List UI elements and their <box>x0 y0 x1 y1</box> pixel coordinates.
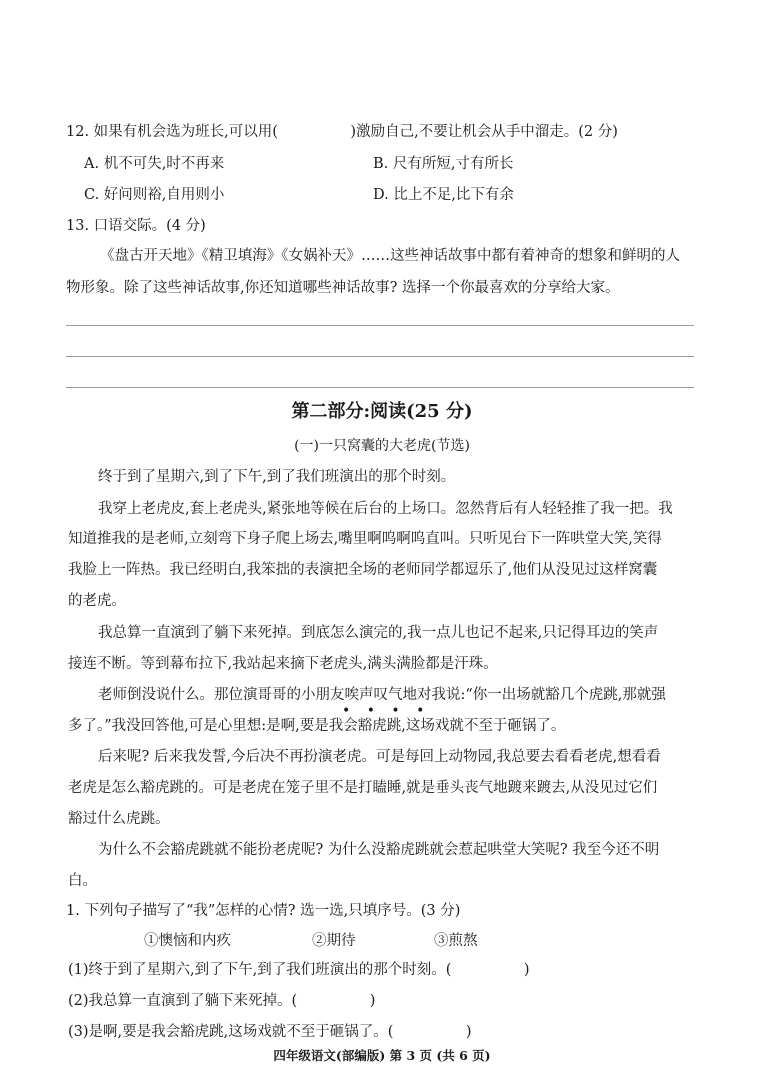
passage-line: 多了。”我没回答他,可是心里想:是啊,要是我会豁虎跳,这场戏就不至于砸锅了。 <box>68 718 566 734</box>
passage-line: 接连不断。等到幕布拉下,我站起来摘下老虎头,满头满脸都是汗珠。 <box>68 656 498 672</box>
q12-option-c: C. 好问则裕,自用则小 <box>84 187 225 203</box>
answer-line[interactable] <box>66 387 694 388</box>
q12-stem: 12. 如果有机会选为班长,可以用( )激励自己,不要让机会从手中溜走。(2 分) <box>66 124 618 140</box>
q1-choice-3: ③煎熬 <box>434 933 478 949</box>
passage-line: 我穿上老虎皮,套上老虎头,紧张地等候在后台的上场口。忽然背后有人轻轻推了我一把。我 <box>98 501 673 517</box>
q1-sentence-1: (1)终于到了星期六,到了下午,到了我们班演出的那个时刻。( ) <box>68 962 530 978</box>
passage-line: 后来呢? 后来我发誓,今后决不再扮演老虎。可是每回上动物园,我总要去看看老虎,想看看 <box>98 749 661 765</box>
q1-sentence-3: (3)是啊,要是我会豁虎跳,这场戏就不至于砸锅了。( ) <box>68 1024 472 1040</box>
passage-line: 老师倒没说什么。那位演哥哥的小朋友唉声叹气地对我说:“你一出场就豁几个虎跳,那就强 <box>98 687 666 703</box>
passage-line: 我总算一直演到了躺下来死掉。到底怎么演完的,我一点儿也记不起来,只记得耳边的笑声 <box>98 625 659 641</box>
part2-title: 第二部分:阅读(25 分) <box>291 401 473 422</box>
answer-line[interactable] <box>66 356 694 357</box>
q12-option-a: A. 机不可失,时不再来 <box>84 156 225 172</box>
answer-line[interactable] <box>66 325 694 326</box>
passage-line: 的老虎。 <box>68 593 126 609</box>
q1-stem: 1. 下列句子描写了“我”怎样的心情? 选一选,只填序号。(3 分) <box>66 903 461 919</box>
passage-line: 老虎是怎么豁虎跳的。可是老虎在笼子里不是打瞌睡,就是垂头丧气地踱来踱去,从没见过它们 <box>68 780 658 796</box>
q12-option-d: D. 比上不足,比下有余 <box>373 187 514 203</box>
q1-sentence-2: (2)我总算一直演到了躺下来死掉。( ) <box>68 993 376 1009</box>
q13-paragraph-line: 《盘古开天地》《精卫填海》《女娲补天》……这些神话故事中都有着神奇的想象和鲜明的人 <box>100 248 680 264</box>
emphasis-dots: • • • • <box>342 703 431 719</box>
passage-line: 我脸上一阵热。我已经明白,我笨拙的表演把全场的老师同学都逗乐了,他们从没见过这样窝囊 <box>68 562 658 578</box>
q1-choice-1: ①懊恼和内疚 <box>144 933 231 949</box>
passage-line: 终于到了星期六,到了下午,到了我们班演出的那个时刻。 <box>98 469 456 485</box>
q13-stem: 13. 口语交际。(4 分) <box>66 218 206 234</box>
passage-line: 豁过什么虎跳。 <box>68 811 170 827</box>
q13-paragraph-line: 物形象。除了这些神话故事,你还知道哪些神话故事? 选择一个你最喜欢的分享给大家。 <box>66 280 620 296</box>
passage-line: 白。 <box>68 873 97 889</box>
q1-choice-2: ②期待 <box>312 933 356 949</box>
q12-option-b: B. 尺有所短,寸有所长 <box>373 156 514 172</box>
page-footer: 四年级语文(部编版) 第 3 页 (共 6 页) <box>273 1048 491 1063</box>
passage-line: 知道推我的是老师,立刻弯下身子爬上场去,嘴里啊呜啊呜直叫。只听见台下一阵哄堂大笑,笑得 <box>68 531 662 547</box>
passage-subtitle: (一)一只窝囊的大老虎(节选) <box>294 438 470 454</box>
passage-line: 为什么不会豁虎跳就不能扮老虎呢? 为什么没豁虎跳就会惹起哄堂大笑呢? 我至今还不明 <box>98 842 660 858</box>
